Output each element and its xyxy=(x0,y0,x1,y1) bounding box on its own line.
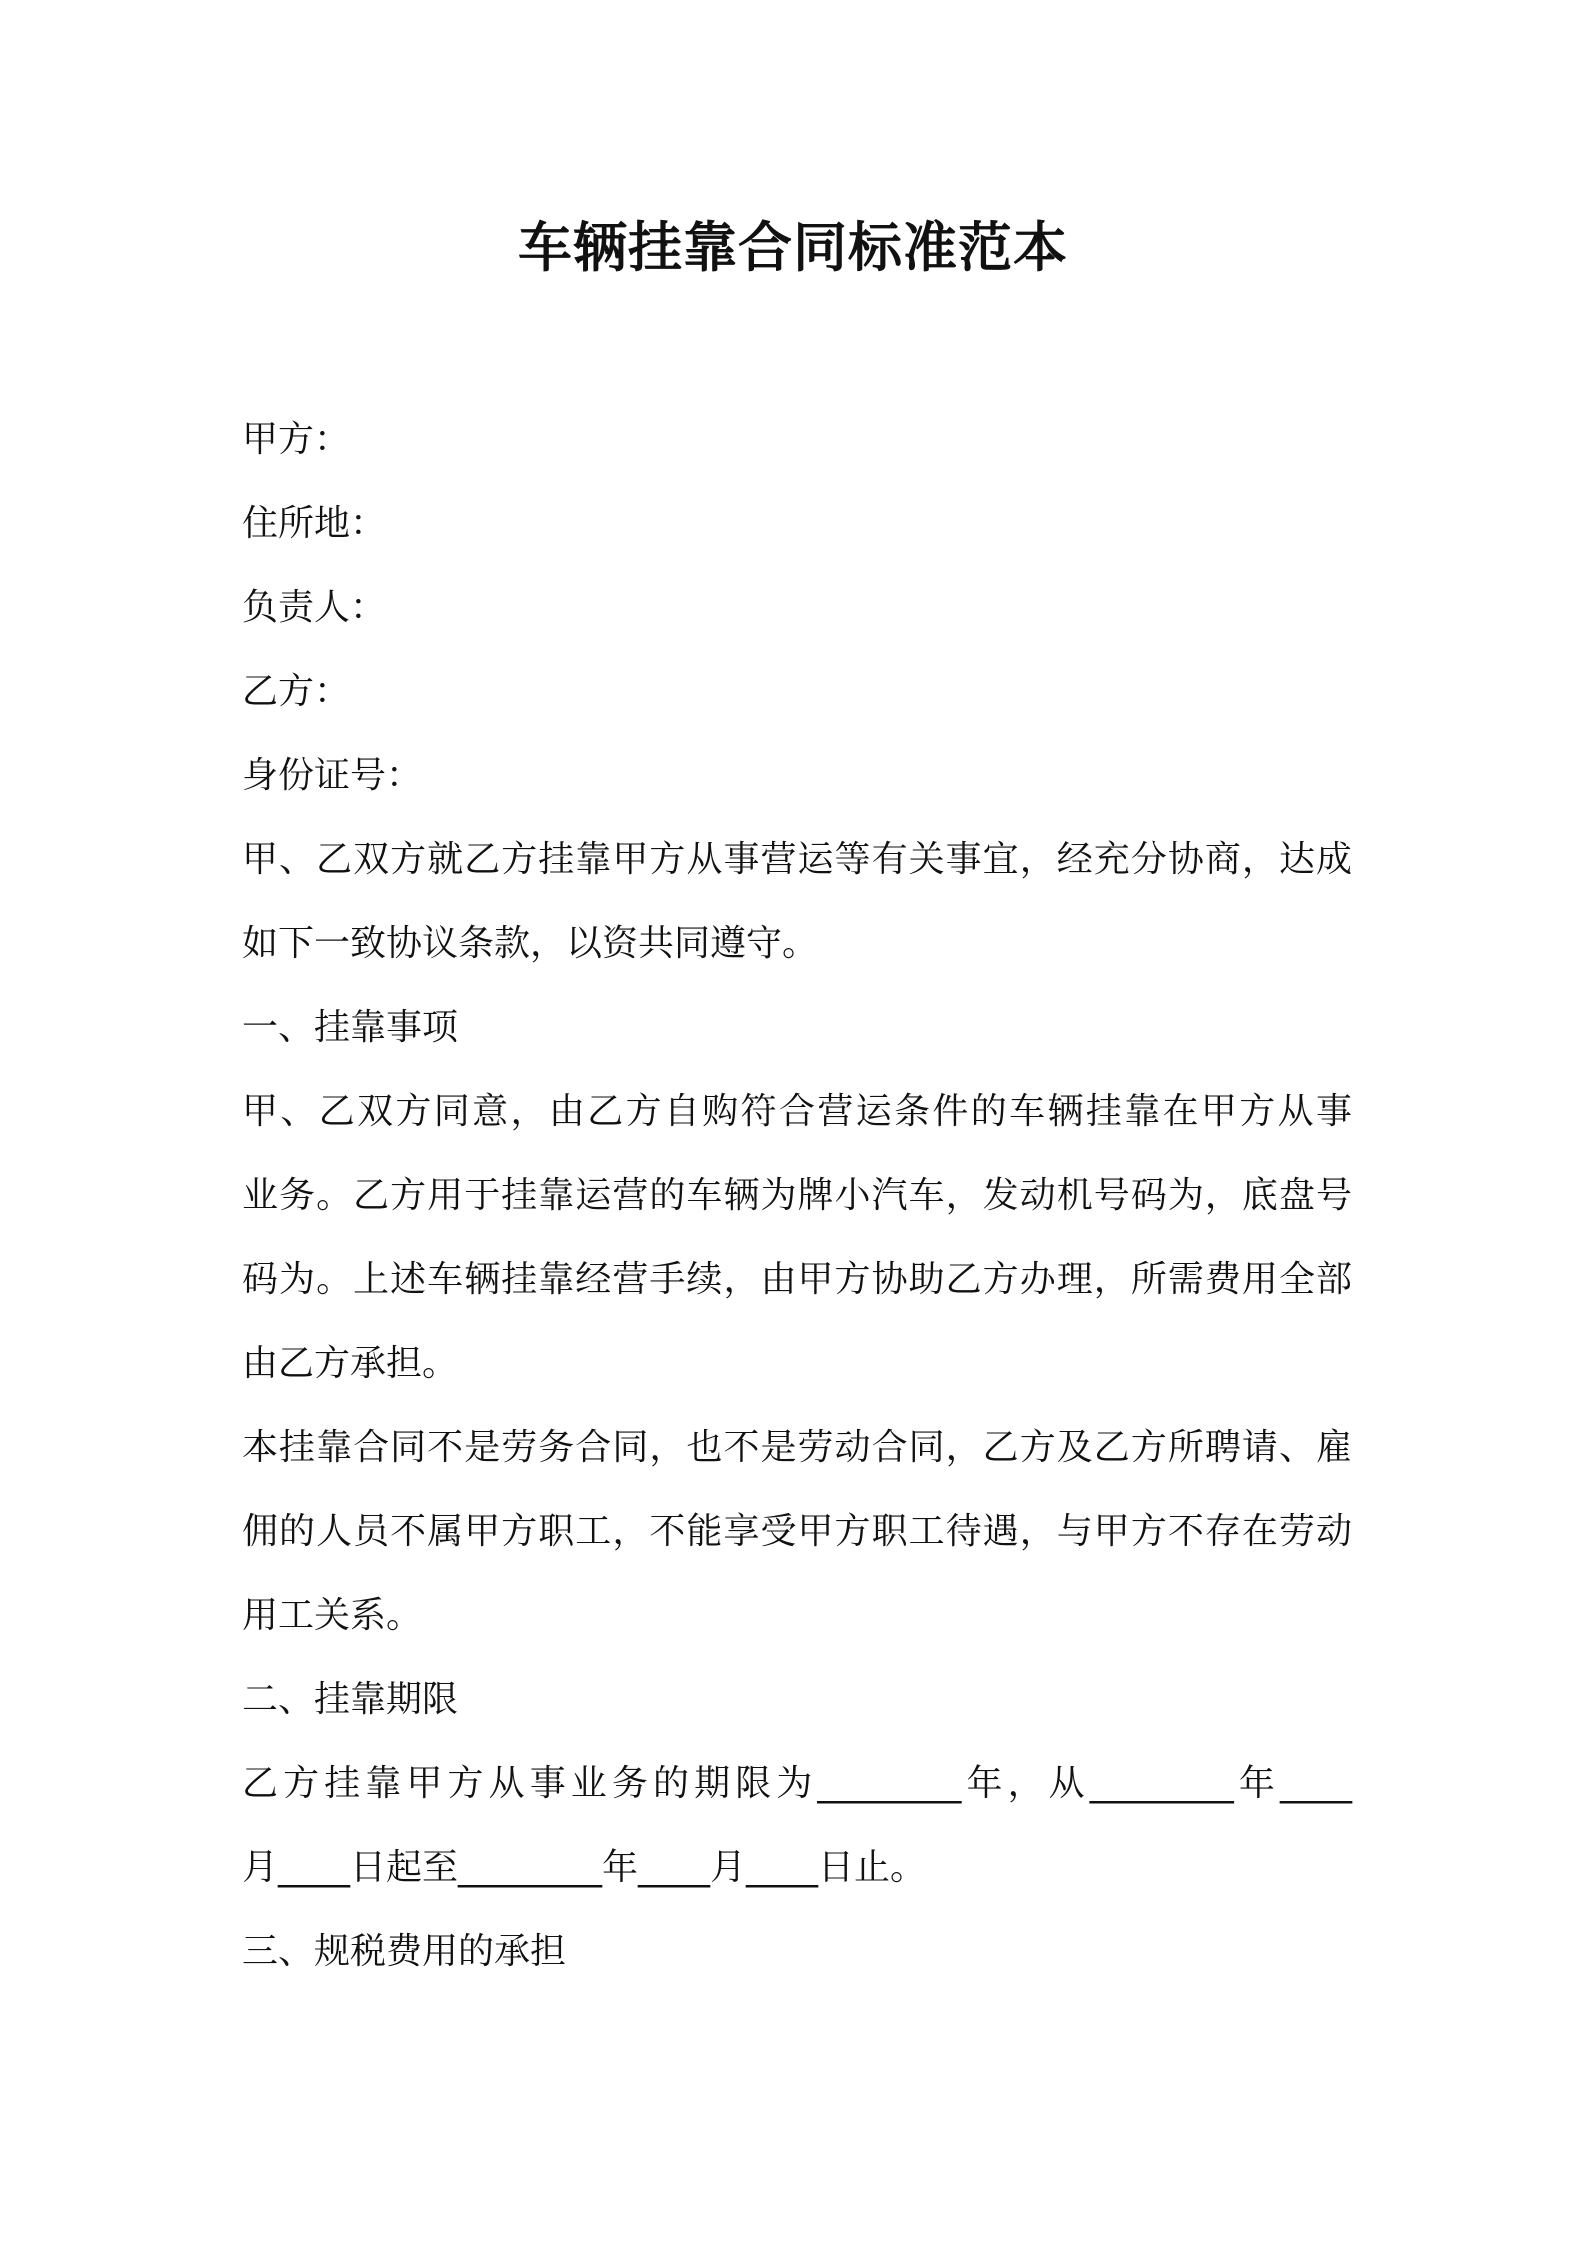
section-1-heading: 一、挂靠事项 xyxy=(242,1007,459,1048)
section-1-p1-line-4: 由乙方承担。 xyxy=(242,1343,459,1384)
party-a-label: 甲方： xyxy=(242,419,351,460)
id-number-label: 身份证号： xyxy=(242,755,423,796)
section-2-line-1: 乙方挂靠甲方从事业务的期限为________年，从________年____ xyxy=(242,1763,1352,1804)
section-1-p2-line-2: 佣的人员不属甲方职工，不能享受甲方职工待遇，与甲方不存在劳动 xyxy=(242,1511,1352,1552)
section-1-p2-line-1: 本挂靠合同不是劳务合同，也不是劳动合同，乙方及乙方所聘请、雇 xyxy=(242,1427,1352,1468)
document-title: 车辆挂靠合同标准范本 xyxy=(518,216,1068,279)
document-body xyxy=(242,398,1352,1994)
section-1-p1-line-1: 甲、乙双方同意，由乙方自购符合营运条件的车辆挂靠在甲方从事 xyxy=(242,1091,1352,1132)
section-1-p1-line-3: 码为。上述车辆挂靠经营手续，由甲方协助乙方办理，所需费用全部 xyxy=(242,1259,1352,1300)
address-label: 住所地： xyxy=(242,503,387,544)
party-b-label: 乙方： xyxy=(242,671,351,712)
intro-line-1: 甲、乙双方就乙方挂靠甲方从事营运等有关事宜，经充分协商，达成 xyxy=(242,839,1352,880)
section-2-heading: 二、挂靠期限 xyxy=(242,1679,459,1720)
responsible-person-label: 负责人： xyxy=(242,587,387,628)
section-3-heading: 三、规税费用的承担 xyxy=(242,1931,567,1972)
intro-line-2: 如下一致协议条款，以资共同遵守。 xyxy=(242,923,819,964)
section-1-p2-line-3: 用工关系。 xyxy=(242,1595,423,1636)
section-2-line-2: 月____日起至________年____月____日止。 xyxy=(242,1847,927,1888)
section-1-p1-line-2: 业务。乙方用于挂靠运营的车辆为牌小汽车，发动机号码为，底盘号 xyxy=(242,1175,1352,1216)
